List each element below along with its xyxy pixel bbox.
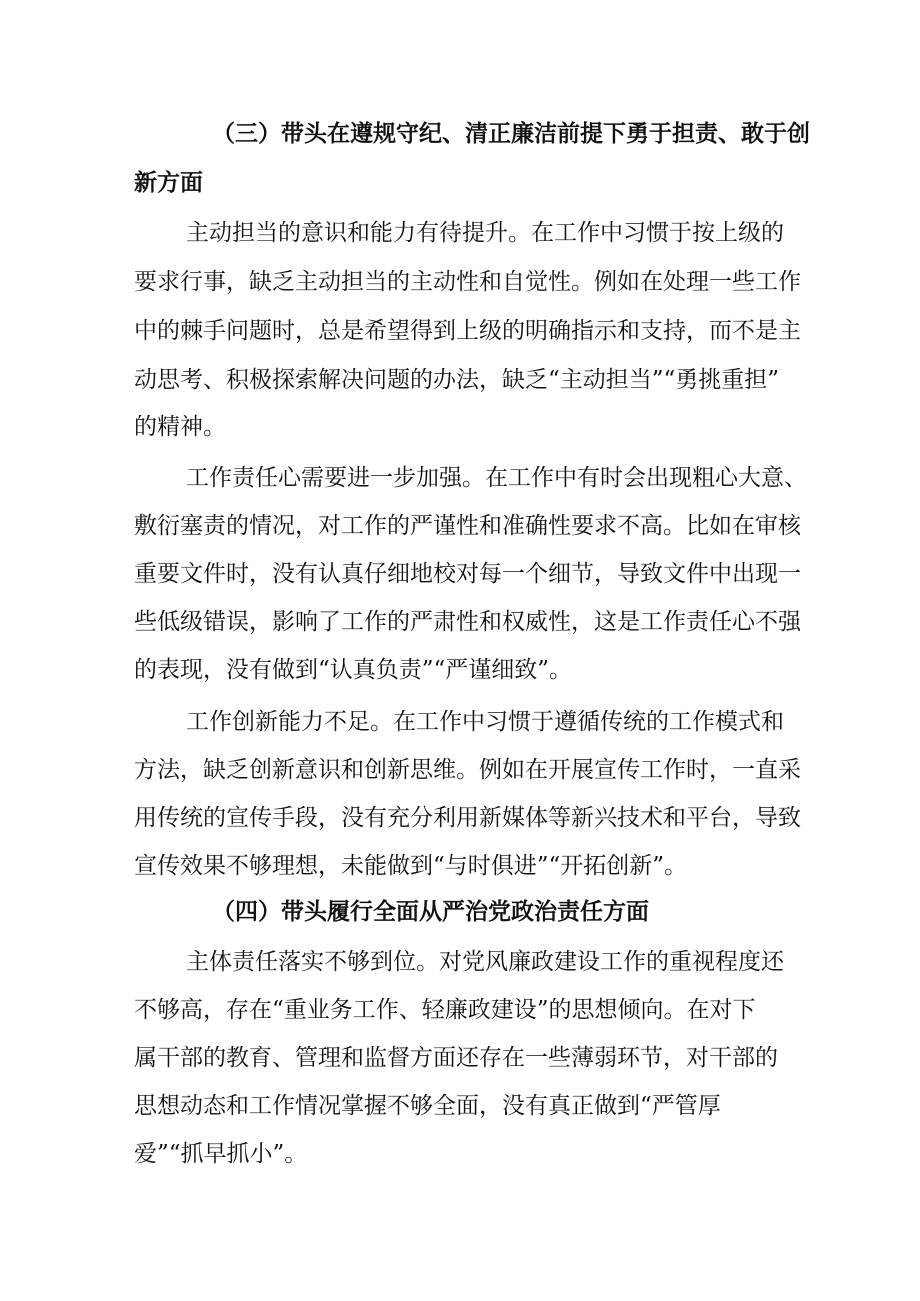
paragraph-line: 的精神。	[134, 414, 226, 440]
paragraph-line: 敷衍塞责的情况，对工作的严谨性和准确性要求不高。比如在审核	[134, 513, 801, 539]
paragraph-line: 主体责任落实不够到位。对党风廉政建设工作的重视程度还	[186, 949, 784, 975]
paragraph-line: 的表现，没有做到“认真负责”“严谨细致”。	[134, 657, 573, 683]
paragraph-line: 属干部的教育、管理和监督方面还存在一些薄弱环节，对干部的	[134, 1045, 778, 1071]
paragraph-line: 动思考、积极探索解决问题的办法，缺乏“主动担当”“勇挑重担”	[134, 367, 780, 393]
paragraph-line: 工作创新能力不足。在工作中习惯于遵循传统的工作模式和	[186, 709, 784, 735]
paragraph-line: 用传统的宣传手段，没有充分利用新媒体等新兴技术和平台，导致	[134, 805, 801, 831]
paragraph-line: 工作责任心需要进一步加强。在工作中有时会出现粗心大意、	[186, 465, 807, 491]
paragraph-line: 重要文件时，没有认真仔细地校对每一个细节，导致文件中出现一	[134, 561, 801, 587]
paragraph-line: 方法，缺乏创新意识和创新思维。例如在开展宣传工作时，一直采	[134, 757, 801, 783]
paragraph-line: 要求行事，缺乏主动担当的主动性和自觉性。例如在处理一些工作	[134, 269, 801, 295]
paragraph-line: 宣传效果不够理想，未能做到“与时俱进”“开拓创新”。	[134, 853, 688, 879]
paragraph-line: 主动担当的意识和能力有待提升。在工作中习惯于按上级的	[186, 220, 784, 246]
paragraph-line: 爱”“抓早抓小”。	[134, 1141, 308, 1167]
paragraph-line: 中的棘手问题时，总是希望得到上级的明确指示和支持，而不是主	[134, 318, 801, 344]
section3-heading-line1: （三）带头在遵规守纪、清正廉洁前提下勇于担责、敢于创	[212, 121, 810, 147]
section4-heading: （四）带头履行全面从严治党政治责任方面	[212, 899, 649, 925]
paragraph-line: 不够高，存在“重业务工作、轻廉政建设”的思想倾向。在对下	[134, 997, 756, 1023]
paragraph-line: 思想动态和工作情况掌握不够全面，没有真正做到“严管厚	[134, 1093, 721, 1119]
section3-heading-line2: 新方面	[134, 170, 203, 196]
paragraph-line: 些低级错误，影响了工作的严肃性和权威性，这是工作责任心不强	[134, 609, 801, 635]
